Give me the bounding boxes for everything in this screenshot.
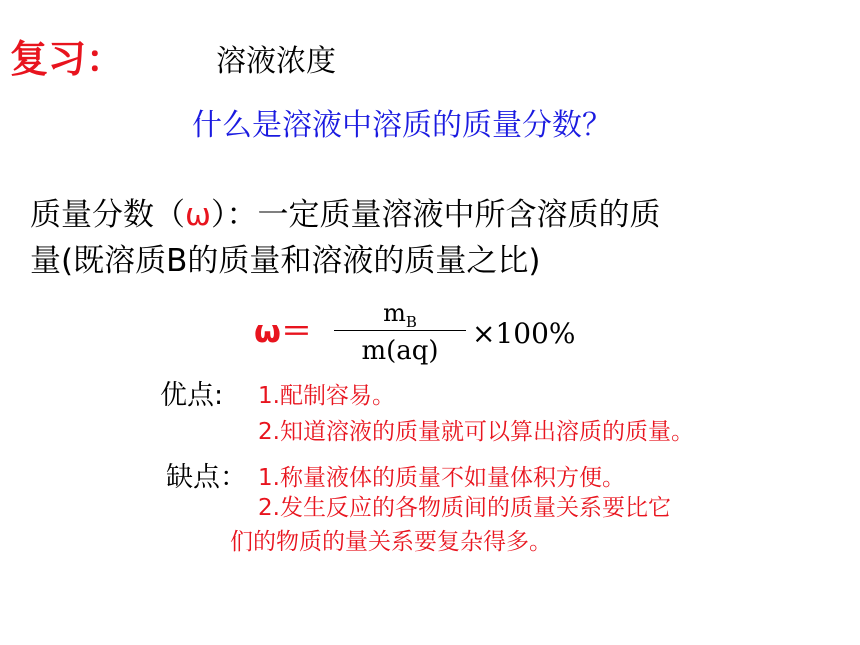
formula-multiplier: ×100% bbox=[472, 317, 576, 350]
formula-fraction bbox=[334, 298, 466, 370]
advantage-item-1: 1.配制容易。 bbox=[258, 383, 395, 409]
definition-line-1 bbox=[30, 192, 660, 238]
omega-symbol: ω bbox=[185, 197, 211, 233]
disadvantage-item-1: 1.称量液体的质量不如量体积方便。 bbox=[258, 465, 625, 491]
topic-title: 溶液浓度 bbox=[216, 44, 336, 79]
definition-line-2: 量(既溶质B的质量和溶液的质量之比) bbox=[30, 243, 541, 279]
disadvantages-label: 缺点： bbox=[166, 462, 247, 493]
numerator-subscript: B bbox=[405, 312, 417, 331]
question: 什么是溶液中溶质的质量分数？ bbox=[192, 108, 612, 143]
disadvantage-item-2-cont: 们的物质的量关系要复杂得多。 bbox=[230, 529, 552, 555]
disadvantage-item-2: 2.发生反应的各物质间的质量关系要比它 bbox=[258, 495, 671, 521]
fraction-bar bbox=[334, 330, 466, 331]
advantage-item-2: 2.知道溶液的质量就可以算出溶质的质量。 bbox=[258, 419, 694, 445]
definition-prefix: 质量分数（ bbox=[30, 197, 185, 233]
definition bbox=[30, 192, 660, 284]
review-heading: 复习： bbox=[10, 37, 125, 81]
numerator-main: m bbox=[383, 299, 406, 327]
formula-lhs: ω＝ bbox=[254, 314, 312, 350]
definition-suffix: ）：一定质量溶液中所含溶质的质 bbox=[210, 197, 661, 233]
fraction-denominator: m(aq) bbox=[361, 336, 439, 366]
advantages-label: 优点: bbox=[160, 380, 224, 411]
